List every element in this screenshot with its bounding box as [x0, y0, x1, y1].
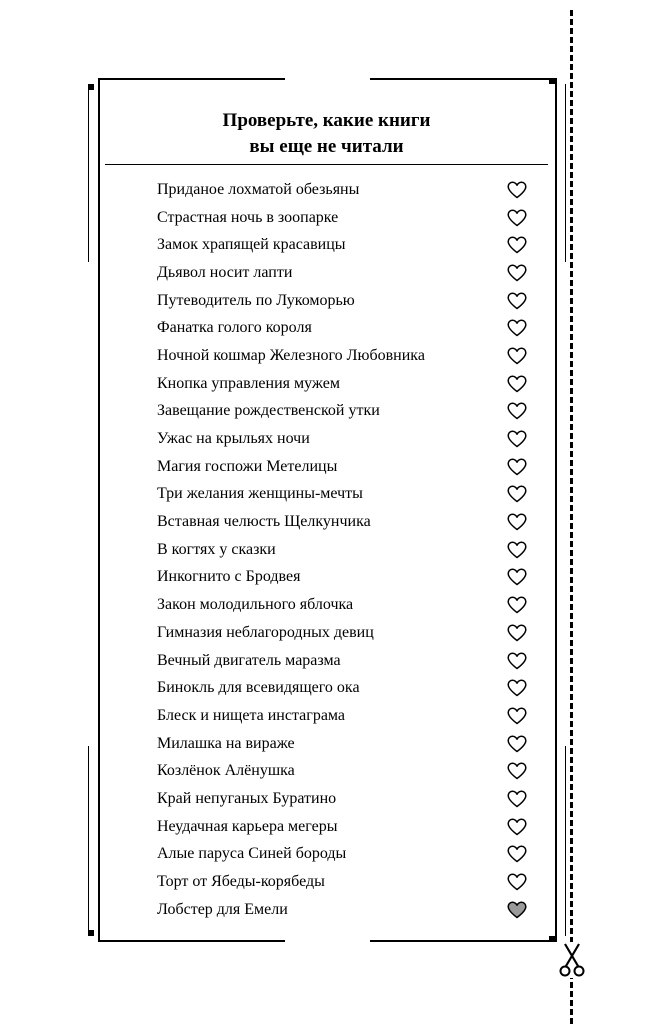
list-item — [157, 674, 527, 702]
heart-icon[interactable] — [507, 790, 527, 808]
book-title: Блеск и нищета инстаграма — [157, 706, 346, 724]
heart-icon[interactable] — [507, 458, 527, 476]
heart-icon[interactable] — [507, 845, 527, 863]
book-title: Кнопка управления мужем — [157, 374, 340, 392]
heart-icon[interactable] — [507, 735, 527, 753]
list-item — [157, 342, 527, 370]
list-item — [157, 204, 527, 232]
list-item — [157, 785, 527, 813]
book-title: Бинокль для всевидящего ока — [157, 679, 360, 697]
heart-icon[interactable] — [507, 873, 527, 891]
heart-icon[interactable] — [507, 707, 527, 725]
book-list — [157, 176, 527, 924]
book-title: Козлёнок Алёнушка — [157, 762, 295, 780]
list-item — [157, 619, 527, 647]
heart-icon[interactable] — [507, 624, 527, 642]
list-item — [157, 896, 527, 924]
book-title: Три желания женщины-мечты — [157, 485, 363, 503]
book-title: Милашка на вираже — [157, 734, 295, 752]
cut-line — [570, 10, 573, 1024]
list-item — [157, 508, 527, 536]
heart-icon[interactable] — [507, 402, 527, 420]
book-title: Завещание рождественской утки — [157, 402, 380, 420]
book-title: Страстная ночь в зоопарке — [157, 208, 339, 226]
heart-icon[interactable] — [507, 901, 527, 919]
list-item — [157, 647, 527, 675]
heart-icon[interactable] — [507, 513, 527, 531]
heart-icon[interactable] — [507, 652, 527, 670]
list-item — [157, 813, 527, 841]
list-item — [157, 564, 527, 592]
list-item — [157, 481, 527, 509]
heart-icon[interactable] — [507, 430, 527, 448]
book-title: Инкогнито с Бродвея — [157, 568, 301, 586]
heart-icon[interactable] — [507, 292, 527, 310]
book-title: Гимназия неблагородных девиц — [157, 623, 374, 641]
book-title: Закон молодильного яблочка — [157, 596, 354, 614]
list-item — [157, 536, 527, 564]
title-divider — [105, 164, 548, 165]
page-title — [105, 108, 548, 160]
book-title: Путеводитель по Лукоморью — [157, 291, 355, 309]
book-title: Алые паруса Синей бороды — [157, 845, 347, 863]
heart-icon[interactable] — [507, 541, 527, 559]
heart-icon[interactable] — [507, 818, 527, 836]
book-title: В когтях у сказки — [157, 540, 276, 558]
title-line-1: Проверьте, какие книги — [222, 110, 431, 131]
list-item — [157, 425, 527, 453]
list-item — [157, 370, 527, 398]
book-title: Ночной кошмар Железного Любовника — [157, 346, 425, 364]
heart-icon[interactable] — [507, 319, 527, 337]
list-item — [157, 730, 527, 758]
list-item — [157, 398, 527, 426]
book-title: Неудачная карьера мегеры — [157, 817, 338, 835]
list-item — [157, 176, 527, 204]
book-title: Торт от Ябеды-корябеды — [157, 873, 325, 891]
heart-icon[interactable] — [507, 347, 527, 365]
book-title: Дьявол носит лапти — [157, 263, 293, 281]
list-item — [157, 259, 527, 287]
list-item — [157, 314, 527, 342]
scissors-icon — [559, 942, 585, 978]
list-item — [157, 757, 527, 785]
book-title: Замок храпящей красавицы — [157, 236, 346, 254]
book-title: Фанатка голого короля — [157, 319, 312, 337]
heart-icon[interactable] — [507, 375, 527, 393]
heart-icon[interactable] — [507, 209, 527, 227]
title-line-2: вы еще не читали — [249, 136, 404, 157]
list-item — [157, 841, 527, 869]
book-title: Приданое лохматой обезьяны — [157, 180, 360, 198]
book-title: Лобстер для Емели — [157, 900, 288, 918]
heart-icon[interactable] — [507, 679, 527, 697]
heart-icon[interactable] — [507, 568, 527, 586]
list-item — [157, 287, 527, 315]
heart-icon[interactable] — [507, 485, 527, 503]
book-title: Край непуганых Буратино — [157, 789, 337, 807]
list-item — [157, 453, 527, 481]
book-title: Вставная челюсть Щелкунчика — [157, 513, 371, 531]
book-title: Магия госпожи Метелицы — [157, 457, 338, 475]
heart-icon[interactable] — [507, 236, 527, 254]
heart-icon[interactable] — [507, 181, 527, 199]
list-item — [157, 868, 527, 896]
heart-icon[interactable] — [507, 264, 527, 282]
list-item — [157, 702, 527, 730]
book-title: Вечный двигатель маразма — [157, 651, 341, 669]
list-item — [157, 591, 527, 619]
list-item — [157, 231, 527, 259]
book-title: Ужас на крыльях ночи — [157, 430, 310, 448]
heart-icon[interactable] — [507, 762, 527, 780]
heart-icon[interactable] — [507, 596, 527, 614]
